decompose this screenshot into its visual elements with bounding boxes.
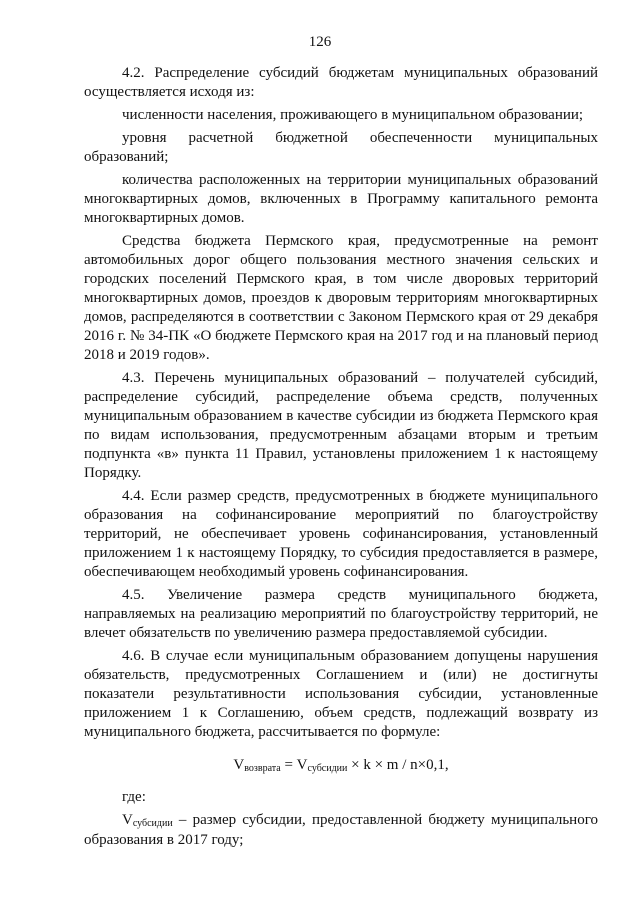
definition-text: – размер субсидии, предоставленной бюджету муниципального образования в 2017 году; [84, 812, 598, 848]
formula-equals: = [280, 757, 297, 773]
paragraph-4-6: 4.6. В случае если муниципальным образованием допущены нарушения обязательств, предусмотренных Соглашением и (или) не достигнуты показатели результативности использования субсидии, установленные приложением 1 к Соглашению, объем средств, подлежащий возврату из муниципального бюджета, рассчитывается по формуле: [84, 648, 598, 740]
formula-rhs-rest: × k × m / n×0,1, [347, 757, 449, 773]
page-number: 126 [308, 34, 332, 50]
definition-subscript: субсидии [132, 818, 173, 829]
formula-lhs-subscript: возврата [244, 763, 281, 774]
paragraph-4-2: 4.2. Распределение субсидий бюджетам муниципальных образований осуществляется исходя из: [84, 65, 598, 100]
paragraph-4-5: 4.5. Увеличение размера средств муниципального бюджета, направляемых на реализацию мероприятий по благоустройству территорий, не влечет обязательств по увеличению размера предоставляемой субсидии. [84, 587, 598, 641]
document-body [84, 64, 598, 850]
formula-lhs-symbol: V [233, 757, 245, 773]
where-label: где: [122, 789, 146, 805]
formula-rhs-symbol: V [296, 757, 308, 773]
formula-rhs-subscript: субсидии [307, 763, 348, 774]
refund-formula [84, 756, 598, 776]
definition-symbol: V [122, 812, 133, 828]
paragraph-budget-level: уровня расчетной бюджетной обеспеченности муниципальных образований; [84, 130, 598, 165]
paragraph-4-3: 4.3. Перечень муниципальных образований – получателей субсидий, распределение субсидий, распределение объема средств, полученных муниципальным образованием в качестве субсидии из бюджета Пермского края по видам использования, предусмотренным абзацами вторым и третьим подпункта «в» пункта 11 Правил, установлены приложением 1 к настоящему Порядку. [84, 370, 598, 481]
paragraph-population: численности населения, проживающего в муниципальном образовании; [122, 107, 584, 123]
definition-subsidy [84, 811, 598, 850]
paragraph-apartment-count: количества расположенных на территории муниципальных образований многоквартирных домов, включенных в Программу капитального ремонта многоквартирных домов. [84, 172, 598, 226]
paragraph-road-funds: Средства бюджета Пермского края, предусмотренные на ремонт автомобильных дорог общего пользования местного значения сельских и городских поселений Пермского края, в том числе дворовых территорий многоквартирных домов, проездов к дворовым территориям многоквартирных домов, распределяются в соответствии с Законом Пермского края от 29 декабря 2016 г. № 34-ПК «О бюджете Пермского края на 2017 год и на плановый период 2018 и 2019 годов». [84, 233, 598, 363]
paragraph-4-4: 4.4. Если размер средств, предусмотренных в бюджете муниципального образования на софинансирование мероприятий по благоустройству территорий, не обеспечивает уровень софинансирования, установленный приложением 1 к настоящему Порядку, то субсидия предоставляется в размере, обеспечивающем необходимый уровень софинансирования. [84, 488, 598, 580]
